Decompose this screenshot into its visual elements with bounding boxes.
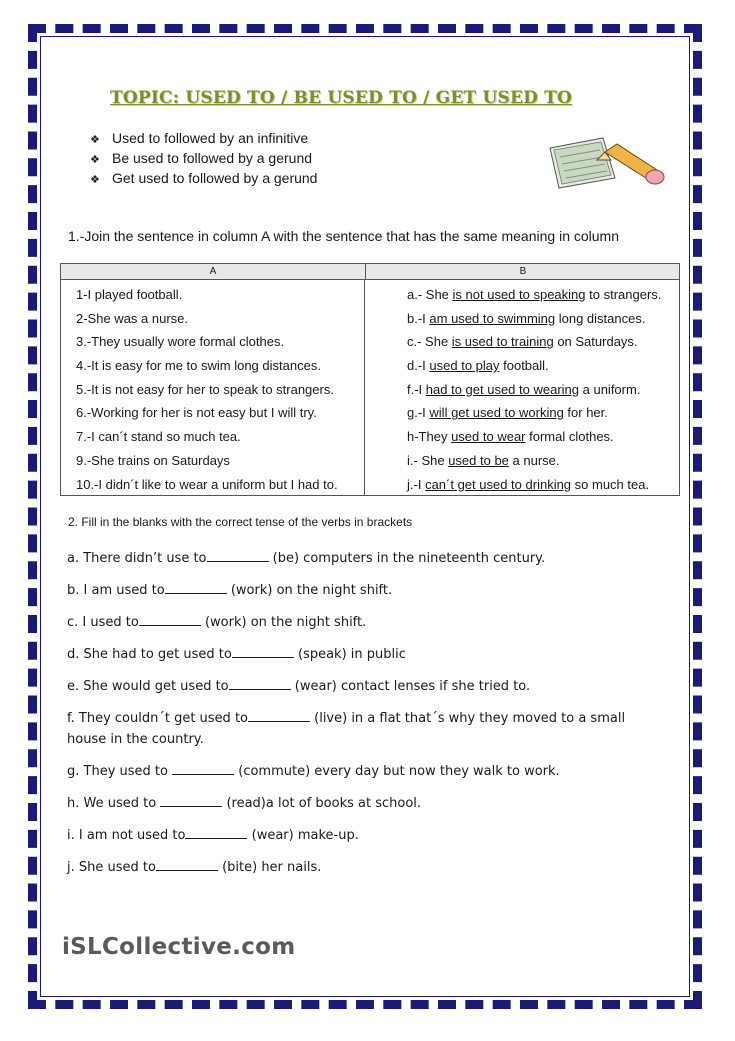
answer-blank[interactable] bbox=[160, 794, 222, 807]
fill-item: b. I am used to (work) on the night shift. bbox=[67, 583, 393, 598]
column-b-item: a.- She is not used to speaking to strangers. bbox=[407, 287, 662, 302]
column-a-item: 5.-It is not easy for her to speak to strangers. bbox=[76, 381, 334, 397]
column-b-item: b.-I am used to swimming long distances. bbox=[407, 310, 646, 326]
column-a-item: 7.-I can´t stand so much tea. bbox=[76, 429, 241, 445]
column-a bbox=[61, 280, 365, 496]
column-a-item: 2-She was a nurse. bbox=[76, 310, 189, 326]
answer-blank[interactable] bbox=[156, 858, 218, 871]
answer-blank[interactable] bbox=[207, 549, 269, 562]
answer-blank[interactable] bbox=[139, 613, 201, 626]
answer-blank[interactable] bbox=[172, 762, 234, 775]
column-b-item: h-They used to wear formal clothes. bbox=[407, 429, 614, 445]
answer-blank[interactable] bbox=[165, 581, 227, 594]
fill-item: a. There didn’t use to (be) computers in the nineteenth century. bbox=[67, 551, 546, 566]
fill-item: c. I used to (work) on the night shift. bbox=[67, 615, 367, 630]
fill-item: h. We used to (read)a lot of books at school. bbox=[67, 796, 422, 811]
diamond-bullet-icon: ❖ bbox=[90, 134, 100, 146]
column-b-item: d.-I used to play football. bbox=[407, 358, 549, 374]
column-a-item: 9.-She trains on Saturdays bbox=[76, 452, 230, 468]
matching-table bbox=[60, 263, 680, 496]
rules-list bbox=[90, 128, 317, 188]
column-b-item: g.-I will get used to working for her. bbox=[407, 405, 608, 421]
fill-item: j. She used to (bite) her nails. bbox=[67, 860, 322, 875]
column-a-item: 10.-I didn´t like to wear a uniform but I had to. bbox=[76, 476, 338, 492]
fill-item: f. They couldn´t get used to (live) in a flat that´s why they moved to a small house in the country. bbox=[67, 711, 626, 747]
fill-in-list bbox=[67, 548, 667, 889]
column-b bbox=[365, 280, 679, 496]
fill-item: i. I am not used to (wear) make-up. bbox=[67, 828, 359, 843]
brand-watermark: iSLCollective.com bbox=[62, 934, 296, 960]
fill-item: e. She would get used to (wear) contact lenses if she tried to. bbox=[67, 679, 531, 694]
column-b-item: f.-I had to get used to wearing a uniform. bbox=[407, 381, 641, 397]
rule-item: ❖ Be used to followed by a gerund bbox=[90, 148, 317, 168]
diamond-bullet-icon: ❖ bbox=[90, 174, 100, 186]
exercise2-instruction: 2. Fill in the blanks with the correct tense of the verbs in brackets bbox=[68, 515, 413, 529]
column-b-item: j.-I can´t get used to drinking so much tea. bbox=[407, 476, 650, 492]
fill-item: d. She had to get used to (speak) in public bbox=[67, 647, 406, 662]
column-b-item: c.- She is used to training on Saturdays. bbox=[407, 334, 638, 350]
topic-title: TOPIC: USED TO / BE USED TO / GET USED TO bbox=[110, 88, 573, 108]
fill-item: g. They used to (commute) every day but now they walk to work. bbox=[67, 764, 560, 779]
column-b-item: i.- She used to be a nurse. bbox=[407, 452, 560, 468]
exercise1-instruction: 1.-Join the sentence in column A with the sentence that has the same meaning in column bbox=[68, 228, 619, 244]
column-a-item: 4.-It is easy for me to swim long distances. bbox=[76, 358, 321, 374]
column-a-item: 1-I played football. bbox=[76, 287, 183, 302]
rule-item: ❖ Used to followed by an infinitive bbox=[90, 128, 317, 148]
diamond-bullet-icon: ❖ bbox=[90, 154, 100, 166]
answer-blank[interactable] bbox=[229, 677, 291, 690]
column-b-header: B bbox=[519, 266, 527, 277]
answer-blank[interactable] bbox=[248, 709, 310, 722]
column-a-item: 6.-Working for her is not easy but I will try. bbox=[76, 405, 317, 421]
rule-item: ❖ Get used to followed by a gerund bbox=[90, 168, 317, 188]
column-a-item: 3.-They usually wore formal clothes. bbox=[76, 334, 285, 350]
answer-blank[interactable] bbox=[232, 645, 294, 658]
answer-blank[interactable] bbox=[185, 826, 247, 839]
matching-table-header bbox=[61, 264, 679, 280]
notebook-pencil-icon bbox=[545, 130, 670, 195]
column-a-header: A bbox=[61, 264, 366, 279]
